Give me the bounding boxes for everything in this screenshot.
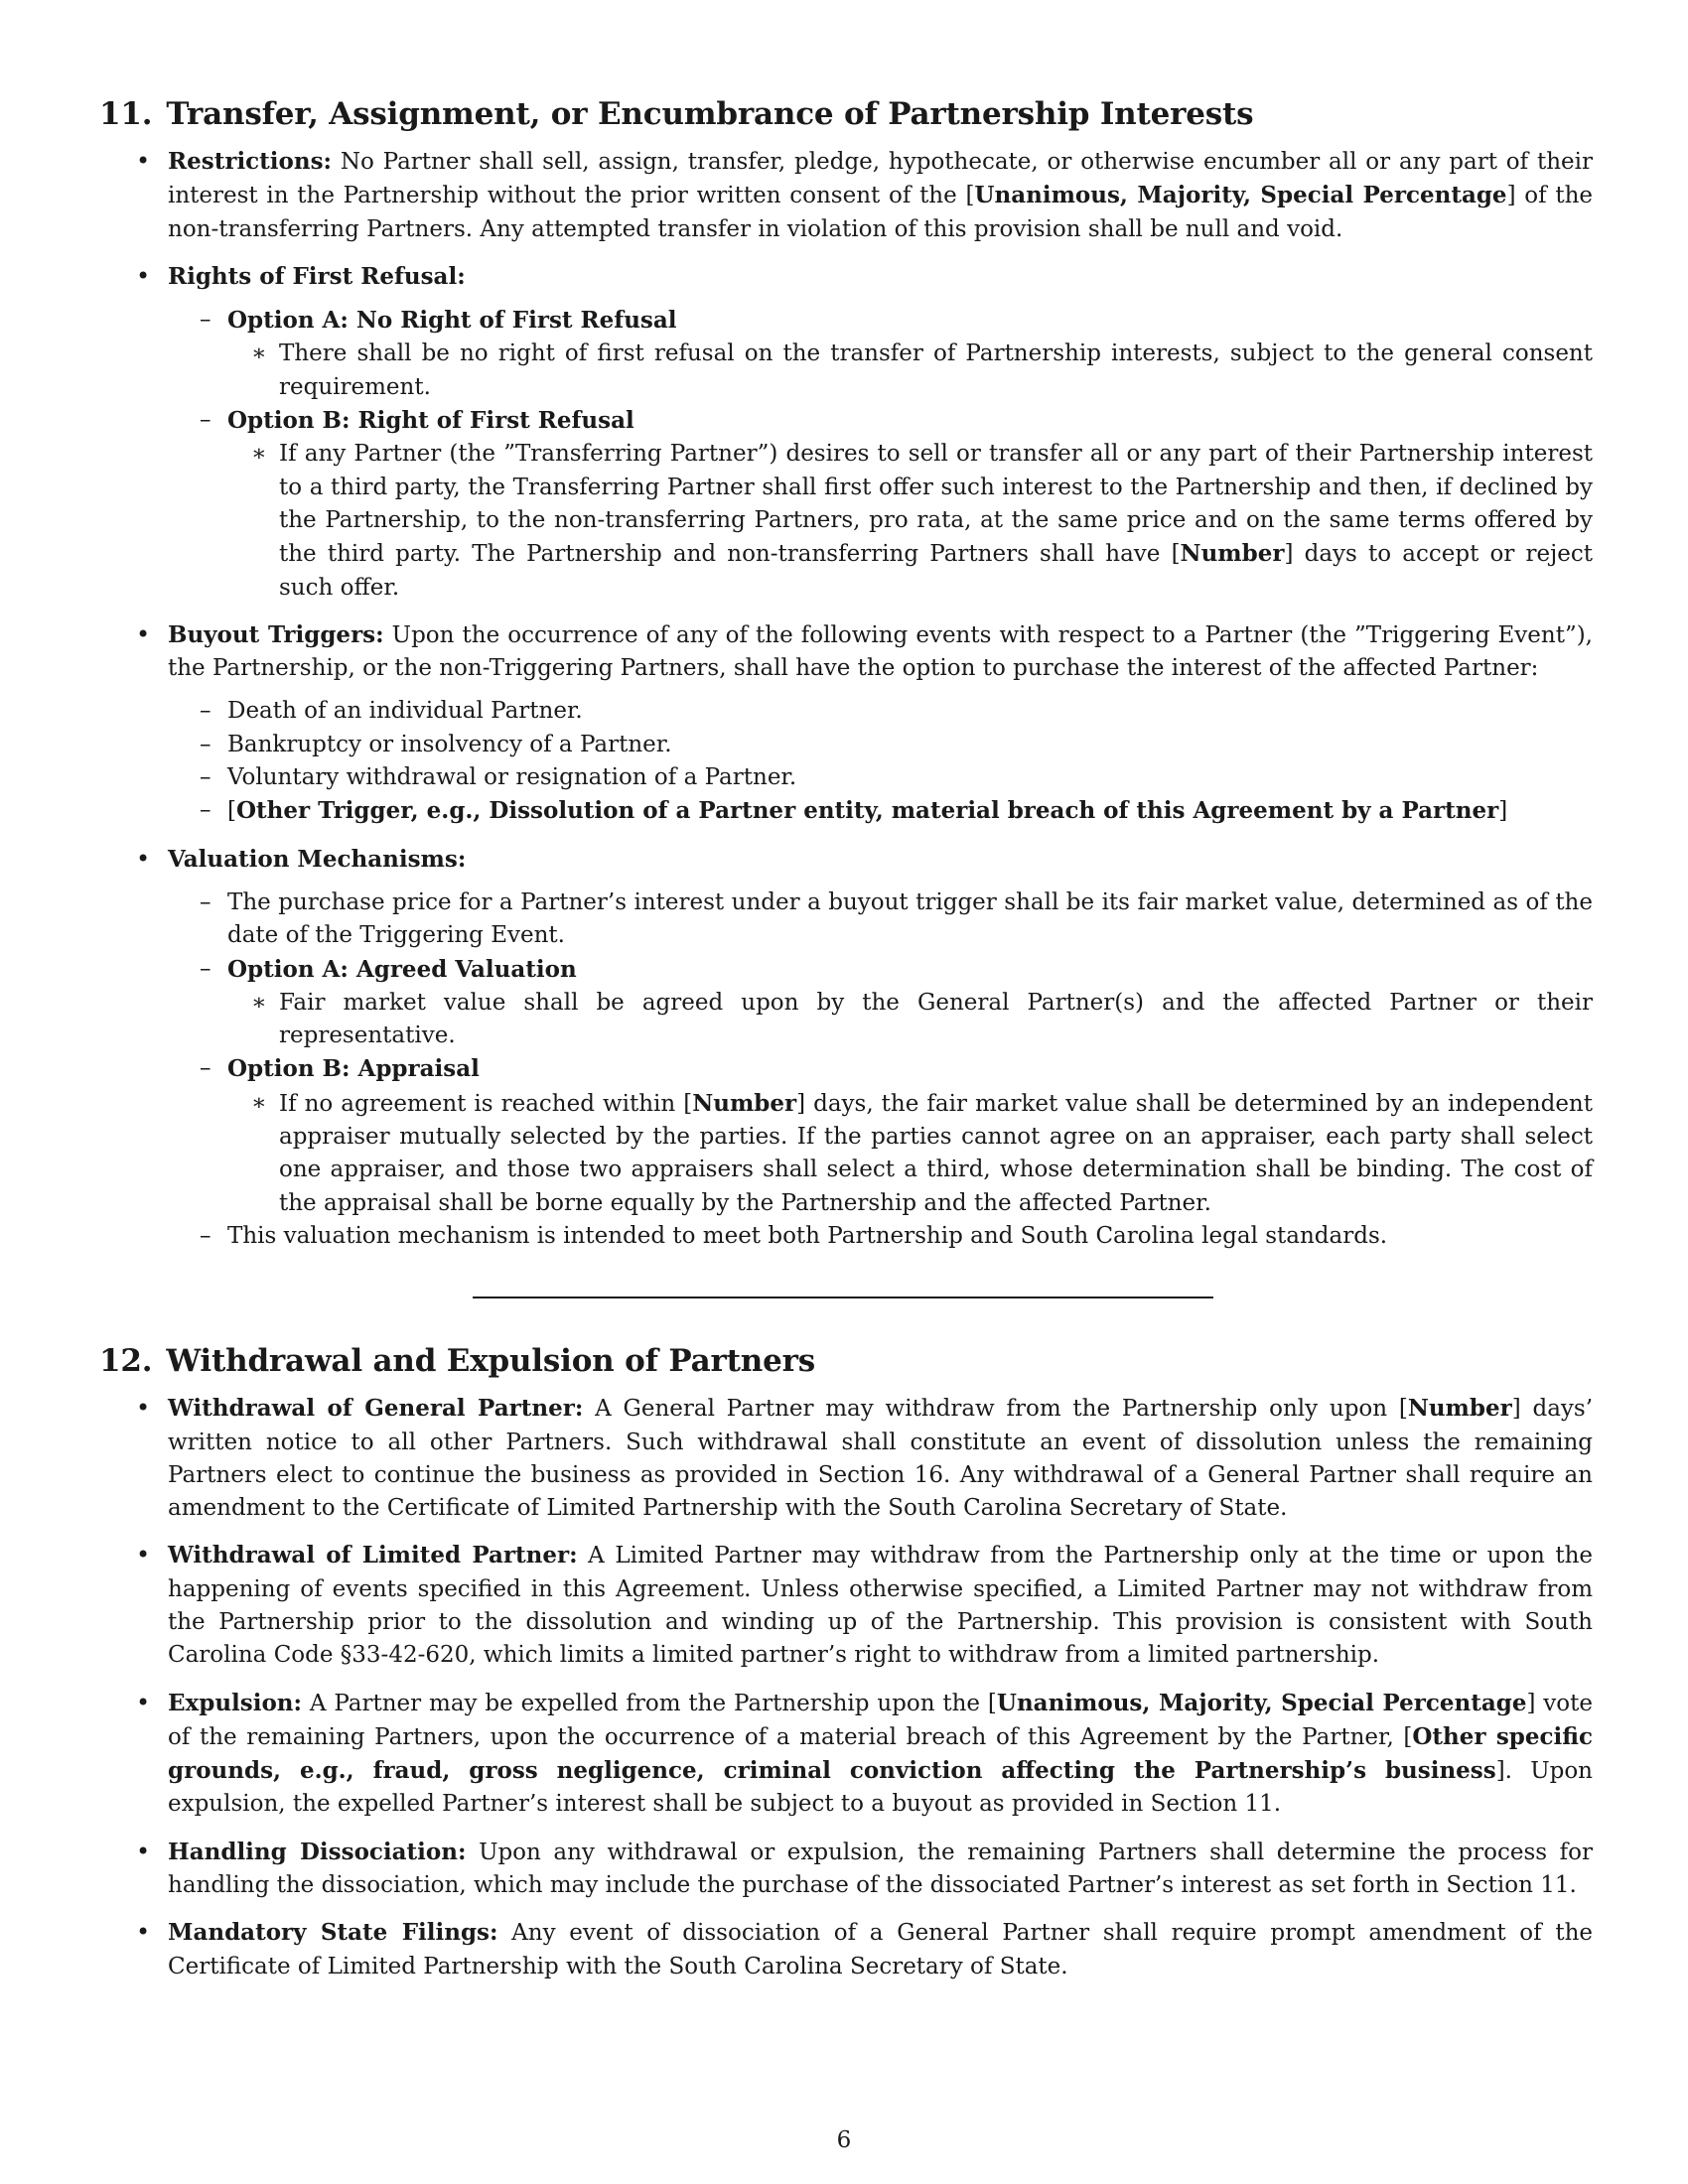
section-12-list [99,1392,1593,1983]
trigger-item: – Death of an individual Partner. [168,695,1593,728]
section-12-number: 12. [99,1343,153,1380]
gp-withdrawal-item: • Withdrawal of General Partner: A General Partner may withdraw from the Partnership only upon [Number] days’ written notice to all other Partners. Such withdrawal shall constitute an event of dissolution unless the remaining Partners elect to continue the business as provided in Section 16. Any withdrawal of a General Partner shall require an amendment to the Certificate of Limited Partnership with the South Carolina Secretary of State. [99,1392,1593,1525]
valuation-label: Valuation Mechanisms: [168,845,467,873]
section-11-number: 11. [99,96,153,132]
valuation-option-b: – Option B: Appraisal ∗ If no agreement is reached within [Number] days, the fair market value shall be determined by an independent appraiser mutually selected by the parties. If the parties cannot agree on an appraiser, each party shall select one appraiser, and those two appraisers shall select a third, whose determination shall be binding. The cost of the appraisal shall be borne equally by the Partnership and the affected Partner. [168,1052,1593,1219]
rofr-option-a: – Option A: No Right of First Refusal ∗ There shall be no right of first refusal on the transfer of Partnership interests, subject to the general consent requirement. [168,304,1593,404]
valuation-list [168,887,1593,1253]
dissociation-item: • Handling Dissociation: Upon any withdrawal or expulsion, the remaining Partners shall determine the process for handling the dissociation, which may include the purchase of the dissociated Partner’s interest as set forth in Section 11. [99,1836,1593,1903]
section-11-title: Transfer, Assignment, or Encumbrance of Partnership Interests [166,96,1254,132]
rofr-item [99,260,1593,605]
section-11-heading [99,93,1593,135]
trigger-item: – Bankruptcy or insolvency of a Partner. [168,729,1593,761]
rofr-option-a-text: ∗ There shall be no right of first refusal on the transfer of Partnership interests, subject to the general consent requirement. [227,338,1593,404]
trigger-item: – [Other Trigger, e.g., Dissolution of a Partner entity, material breach of this Agreement by a Partner] [168,794,1593,828]
buyout-label: Buyout Triggers: [168,620,384,648]
valuation-closing: – This valuation mechanism is intended to meet both Partnership and South Carolina legal standards. [168,1220,1593,1253]
buyout-triggers [168,695,1593,828]
section-divider [473,1297,1213,1298]
page-number: 6 [836,2127,852,2153]
valuation-option-a: – Option A: Agreed Valuation ∗ Fair market value shall be agreed upon by the General Partner(s) and the affected Partner or their representative. [168,953,1593,1053]
rofr-option-b-text: ∗ If any Partner (the ”Transferring Partner”) desires to sell or transfer all or any part of their Partnership interest to a third party, the Transferring Partner shall first offer such interest to the Partnership and then, if declined by the Partnership, to the non-transferring Partners, pro rata, at the same price and on the same terms offered by the third party. The Partnership and non-transferring Partners shall have [Number] days to accept or reject such offer. [227,438,1593,604]
restrictions-label: Restrictions: [168,148,333,175]
section-12-title: Withdrawal and Expulsion of Partners [166,1343,815,1380]
section-11 [99,93,1593,1253]
lp-withdrawal-item: • Withdrawal of Limited Partner: A Limited Partner may withdraw from the Partnership only at the time or upon the happening of events specified in this Agreement. Unless otherwise specified, a Limited Partner may not withdraw from the Partnership prior to the dissolution and winding up of the Partnership. This provision is consistent with South Carolina Code §33-42-620, which limits a limited partner’s right to withdraw from a limited partnership. [99,1539,1593,1672]
section-12-heading [99,1340,1593,1382]
rofr-option-b: – Option B: Right of First Refusal ∗ If any Partner (the ”Transferring Partner”) desires to sell or transfer all or any part of their Partnership interest to a third party, the Transferring Partner shall first offer such interest to the Partnership and then, if declined by the Partnership, to the non-transferring Partners, pro rata, at the same price and on the same terms offered by the third party. The Partnership and non-transferring Partners shall have [Number] days to accept or reject such offer. [168,404,1593,605]
section-11-list [99,145,1593,1253]
trigger-item: – Voluntary withdrawal or resignation of a Partner. [168,761,1593,794]
restrictions-item: • Restrictions: No Partner shall sell, assign, transfer, pledge, hypothecate, or otherwise encumber all or any part of their interest in the Partnership without the prior written consent of the [Unanimous, Majority, Special Percentage] of the non-transferring Partners. Any attempted transfer in violation of this provision shall be null and void. [99,145,1593,246]
rofr-options [168,304,1593,605]
valuation-intro: – The purchase price for a Partner’s interest under a buyout trigger shall be its fair market value, determined as of the date of the Triggering Event. [168,887,1593,953]
section-12 [99,1340,1593,1983]
valuation-item [99,843,1593,1254]
buyout-item: • Buyout Triggers: Upon the occurrence of any of the following events with respect to a Partner (the ”Triggering Event”), the Partnership, or the non-Triggering Partners, shall have the option to purchase the interest of the affected Partner: – Death of an individual Partner. – Bankruptcy or insolvency of a Partner. – Voluntary withdrawal or resignation of a Partner. – [Other Trigger, e.g., Dissolution of a Partner entity, material breach of this Agreement by a Partner] [99,618,1593,829]
expulsion-item: • Expulsion: A Partner may be expelled from the Partnership upon the [Unanimous, Majority, Special Percentage] vote of the remaining Partners, upon the occurrence of a material breach of this Agreement by the Partner, [Other specific grounds, e.g., fraud, gross negligence, criminal conviction affecting the Partnership’s business]. Upon expulsion, the expelled Partner’s interest shall be subject to a buyout as provided in Section 11. [99,1687,1593,1822]
rofr-label: Rights of First Refusal: [168,262,466,290]
filings-item: • Mandatory State Filings: Any event of dissociation of a General Partner shall require prompt amendment of the Certificate of Limited Partnership with the South Carolina Secretary of State. [99,1916,1593,1983]
